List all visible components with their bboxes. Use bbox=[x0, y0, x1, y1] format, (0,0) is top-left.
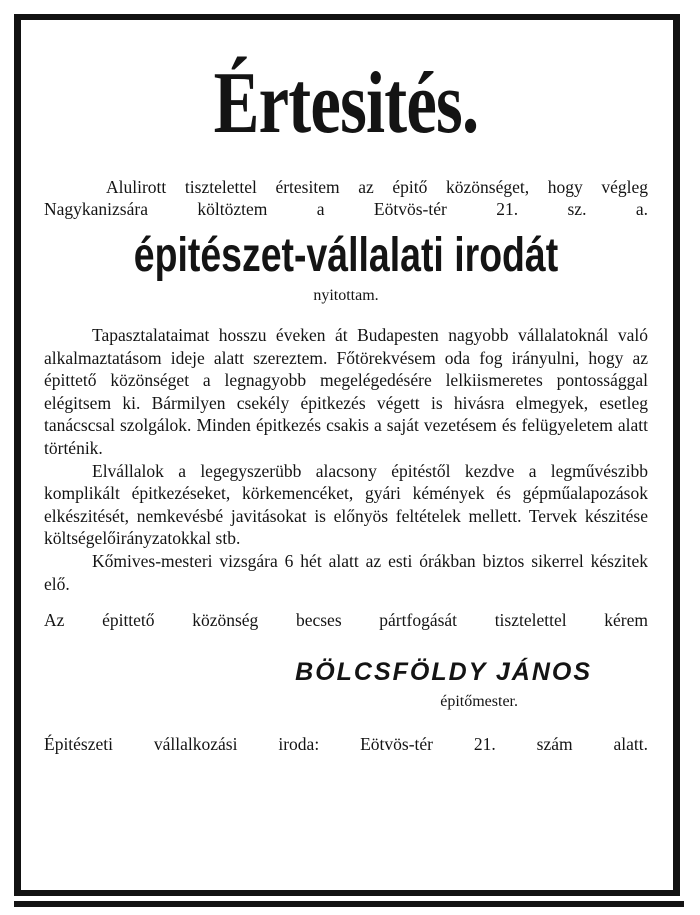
closing-line: Az épittető közönség becses pártfogását tisztelettel kérem bbox=[44, 610, 648, 631]
notice-title: Értesités. bbox=[213, 55, 479, 152]
notice-body bbox=[44, 324, 648, 595]
paragraph-services: Elvállalok a legegyszerübb alacsony épitéstől kezdve a legművészibb komplikált épitkezéseket, körkemencéket, gyári kémények és gépműalapozások elkészitését, nemkevésbé javitásokat is előnyös feltételek mellett. Tervek készitése költségelőirányzatokkal stb. bbox=[44, 460, 648, 549]
intro-text: Alulirott tisztelettel értesitem az épitő közönséget, hogy végleg Nagykanizsára költöztem a Eötvös-tér 21. sz. a. bbox=[44, 177, 648, 219]
paragraph-experience: Tapasztalataimat hosszu éveken át Budapesten nagyobb vállalatoknál való alkalmaztatásom ideje alatt szereztem. Főtörekvésem oda fog irányulni, hogy az épittető közönséget a legnagyobb megelégedésére lelkiismeretes pontossággal elégitsem ki. Bármilyen csekély épitkezés végett is hivásra elmegyek, esetleg tanácscsal szolgálok. Minden épitkezés csakis a saját vezetésem és felügyeletem alatt történik. bbox=[44, 325, 648, 458]
office-heading: épitészet-vállalati irodát bbox=[133, 229, 559, 282]
signature-name: BÖLCSFÖLDY JÁNOS bbox=[295, 658, 592, 687]
signature-title: épitőmester. bbox=[440, 693, 518, 711]
footer-address: Épitészeti vállalkozási iroda: Eötvös-tér 21. szám alatt. bbox=[44, 734, 648, 755]
subheading: nyitottam. bbox=[313, 287, 379, 304]
notice bbox=[44, 40, 648, 755]
paragraph-exam-prep: Kőmives-mesteri vizsgára 6 hét alatt az esti órákban biztos sikerrel készitek elő. bbox=[44, 550, 648, 594]
bottom-rule bbox=[14, 901, 684, 907]
